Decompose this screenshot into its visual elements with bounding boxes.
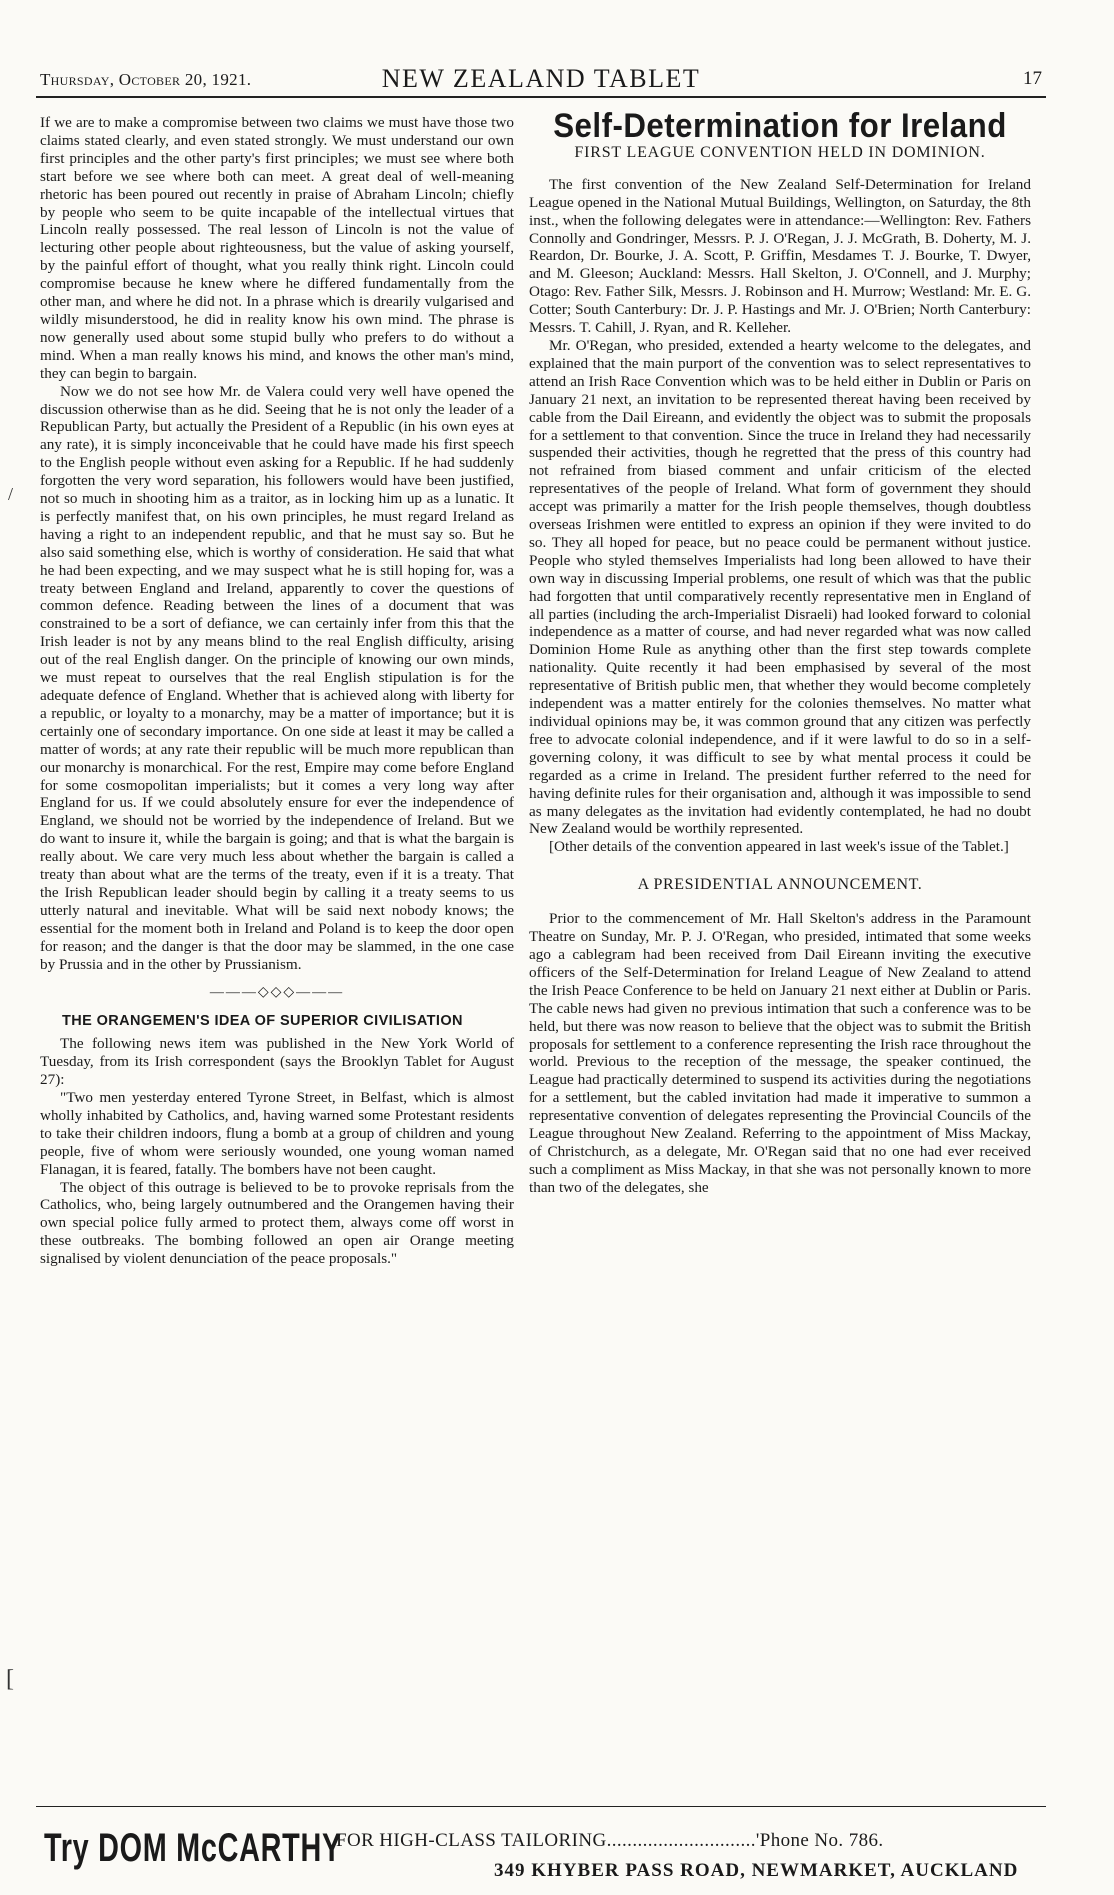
article-paragraph: The following news item was published in the New York World of Tuesday, from its Irish correspondent (says the Brooklyn Tablet for August 27):	[40, 1035, 514, 1089]
article-headline: Self-Determination for Ireland	[553, 107, 1007, 145]
article-deck: FIRST LEAGUE CONVENTION HELD IN DOMINION.	[574, 143, 986, 161]
right-column	[529, 107, 1031, 1197]
quoted-paragraph: "Two men yesterday entered Tyrone Street, in Belfast, which is almost wholly inhabited by Catholics, and, having warned some Protestant residents to take their children indoors, flung a bomb at a group of children and young people, five of whom were seriously wounded, one young woman named Flanagan, it is feared, fatally. The bombers have not been caught.	[40, 1089, 514, 1178]
article-paragraph: Mr. O'Regan, who presided, extended a hearty welcome to the delegates, and explained that the main purport of the convention was to select representatives to attend an Irish Race Convention which was to be held either in Dublin or Paris on January 21 next, an invitation to be represented thereat having been received by cable from the Dail Eireann, and evidently the object was to submit the proposals for a settlement to that convention. Since the truce in Ireland they had necessarily suspended their activities, though he regretted that the press of this country had not refrained from biased comment and unfair criticism of the elected representatives of the people of Ireland. What form of government they should accept was primarily a matter for the Irish people themselves, though doubtless overseas Irishmen were entitled to express an opinion if they were invited to do so. They all hoped for peace, but no peace could be permanent without justice. People who styled themselves Imperialists had long been allowed to have their own way in discussing Imperial problems, one result of which was that the public had forgotten that until comparatively recently representative men in England of all parties (including the arch-Imperialist Disraeli) had looked forward to colonial independence as a matter of course, and had never regarded what was now called Dominion Home Rule as anything other than the first step towards complete nationality. Quite recently it had been emphasised by several of the most representative of British public men, that whether they would become completely independent was a matter entirely for the colonies themselves. No matter what individual opinions may be, it was common ground that any citizen was perfectly free to advocate colonial independence, and if it were lawful to do so in a self-governing colony, it was difficult to see by what mental process it could be regarded as a crime in Ireland. The president further referred to the need for having definite rules for their organisation and, although it was impossible to send as many delegates as the invitation had evidently contemplated, he had no doubt New Zealand would be worthily represented.	[529, 336, 1031, 838]
margin-mark: /	[8, 484, 14, 504]
article-paragraph: If we are to make a compromise between two claims we must have those two claims stated clearly, and even stated strongly. We must understand our own first principles and the other party's first principles; we must see where both start before we see where both can meet. A great deal of well-meaning rhetoric has been poured out recently in praise of Abraham Lincoln; chiefly by people who seem to be quite incapable of the intellectual virtues that Lincoln really possessed. The real lesson of Lincoln is not the value of lecturing other people about righteousness, but the value of asking yourself, by the painful effort of thought, what you really think right. Lincoln could compromise because he knew where he differed fundamentally from the other man, and where he did not. In a phrase which is drearily vulgarised and wildly misunderstood, he did in reality know his own mind. The phrase is now generally used about some stupid bully who prefers to do without a mind. When a man really knows his mind, and knows the other man's mind, they can begin to bargain.	[40, 114, 514, 382]
ad-brand: Try DOM McCARTHY	[44, 1826, 342, 1870]
footer-rule	[36, 1806, 1046, 1807]
article-paragraph: The first convention of the New Zealand Self-Determination for Ireland League opened in the National Mutual Buildings, Wellington, on Saturday, the 8th inst., when the following delegates were in attendance:—Wellington: Rev. Fathers Connolly and Gondringer, Messrs. P. J. O'Regan, J. J. McGrath, B. Doherty, M. J. Reardon, Dr. Bourke, J. A. Scott, P. Griffin, Mesdames T. J. Bourke, T. Dwyer, and M. Gleeson; Auckland: Messrs. Hall Skelton, J. O'Connell, and J. Murphy; Otago: Rev. Father Silk, Messrs. J. Robinson and H. Murrow; Westland: Mr. E. G. Cotter; South Canterbury: Dr. J. P. Hastings and Mr. J. O'Brien; North Canterbury: Messrs. T. Cahill, J. Ryan, and R. Kelleher.	[529, 175, 1031, 337]
quoted-paragraph: The object of this outrage is believed to be to provoke reprisals from the Catholics, who, being largely outnumbered and the Orangemen having their own special police fully armed to protect them, always come off worst in these outbreaks. The bombing followed an open air Orange meeting signalised by violent denunciation of the peace proposals."	[40, 1178, 514, 1268]
section-ornament: ———◇◇◇———	[209, 984, 345, 1000]
article-paragraph: Prior to the commencement of Mr. Hall Skelton's address in the Paramount Theatre on Sunday, Mr. P. J. O'Regan, who presided, intimated that some weeks ago a cablegram had been received from Dail Eireann inviting the executive officers of the Self-Determination for Ireland League of New Zealand to attend the Irish Peace Conference to be held on January 21 next either at Dublin or Paris. The cable news had given no previous intimation that such a conference was to be held, but there was now reason to believe that the object was to submit the British proposals for settlement to a conference representing the Irish race throughout the world. Previous to the reception of the message, the speaker continued, the League had practically determined to suspend its activities during the negotiations for a settlement, but the cabled invitation had made it imperative to summon a representative convention of delegates representing the Provincial Councils of the League throughout New Zealand. Referring to the appointment of Miss Mackay, of Christchurch, as a delegate, Mr. O'Regan said that no one had ever received such a compliment as Miss Mackay, in that she was not personally known to more than two of the delegates, she	[529, 910, 1031, 1196]
page-number: 17	[1023, 68, 1042, 89]
article-paragraph: Now we do not see how Mr. de Valera could very well have opened the discussion otherwise than as he did. Seeing that he is not only the leader of a Republican Party, but actually the President of a Republic (in his own eyes at any rate), it is simply inconceivable that he could have made his first speech to the English people without even asking for a Republic. If he had suddenly forgotten the very word separation, his followers would have been justified, not so much in shooting him as a traitor, as in locking him up as a lunatic. It is perfectly manifest that, on his own principles, he must regard Ireland as having a right to an independent republic, and that he must say so. But he also said something else, which is worthy of consideration. He said that what he had been expecting, and we may suspect what he is still hoping for, was a treaty between England and Ireland, apparently to cover the questions of common defence. Reading between the lines of a document that was constrained to be a sort of defiance, we can certainly infer from this that the Irish leader is not by any means blind to the real English difficulty, arising out of the real English danger. On the principle of knowing our own minds, we must repeat to ourselves that the real English stipulation is for the adequate defence of England. Whether that is achieved along with liberty for a republic, or loyalty to a monarchy, may be a matter of importance; but it is certainly one of secondary importance. On one side at least it may be called a matter of words; at any rate their republic will be much more republican than our monarchy is monarchical. For the rest, Empire may come before England for some cosmopolitan imperialists; but it comes a very long way after England for us. If we could absolutely ensure for ever the independence of England, we should not be worried by the independence of Ireland. But we do want to insure it, while the bargain is going; and that is what the bargain is really about. We care very much less about whether the bargain is called a treaty than about what are the terms of the treaty, even if it is a treaty. That the Irish Republican leader should begin by calling it a treaty seems to us utterly natural and inevitable. What will be said next nobody knows; the essential for the moment both in Ireland and Poland is to keep the door open for reason; and the danger is that the door may be slammed, in the one case by Prussia and in the other by Prussianism.	[40, 382, 514, 973]
newspaper-title: NEW ZEALAND TABLET	[381, 64, 701, 93]
page-header	[36, 58, 1046, 98]
tailoring-advertisement	[36, 1820, 1046, 1890]
ad-tagline: FOR HIGH-CLASS TAILORING.............................'Phone No. 786.	[336, 1830, 884, 1851]
article-subheading: THE ORANGEMEN'S IDEA OF SUPERIOR CIVILISATION	[62, 1013, 463, 1030]
left-column	[40, 114, 514, 1268]
section-heading: A PRESIDENTIAL ANNOUNCEMENT.	[637, 876, 923, 894]
issue-date: Thursday, October 20, 1921.	[40, 70, 252, 89]
ad-address: 349 KHYBER PASS ROAD, NEWMARKET, AUCKLAND	[494, 1860, 1019, 1881]
margin-mark: [	[6, 1666, 14, 1692]
editor-note: [Other details of the convention appeared in last week's issue of the Tablet.]	[549, 838, 1009, 856]
